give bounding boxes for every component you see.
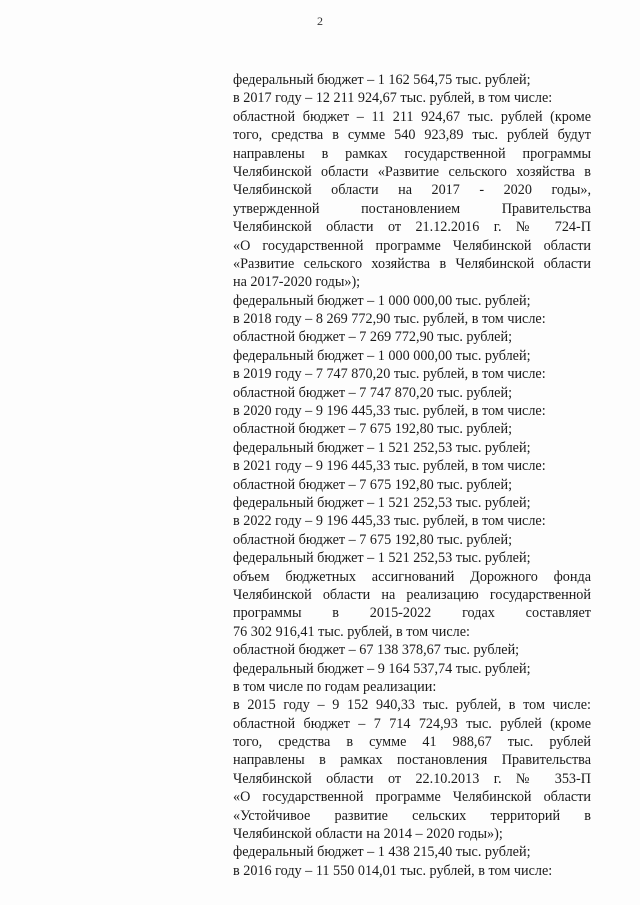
text-line: в 2021 году – 9 196 445,33 тыс. рублей, в том числе: [233,458,546,475]
text-line: в 2018 году – 8 269 772,90 тыс. рублей, в том числе: [233,311,546,328]
text-line: «О государственной программе Челябинской области [233,789,591,806]
text-line: в 2022 году – 9 196 445,33 тыс. рублей, в том числе: [233,513,546,530]
text-line: Челябинской области от 22.10.2013 г. № 353-П [233,770,591,787]
text-line: областной бюджет – 7 675 192,80 тыс. рублей; [233,531,513,548]
text-line: областной бюджет – 7 269 772,90 тыс. рублей; [233,329,513,346]
text-line: Челябинской области от 21.12.2016 г. № 724-П [233,219,591,236]
text-line: Челябинской области на 2017 - 2020 годы», [233,182,591,199]
text-line: в 2016 году – 11 550 014,01 тыс. рублей, в том числе: [233,862,553,879]
text-line: на 2017-2020 годы»); [233,274,361,291]
text-line: федеральный бюджет – 1 521 252,53 тыс. рублей; [233,439,531,456]
text-line: областной бюджет – 7 714 724,93 тыс. рублей (кроме [233,715,591,732]
text-line: областной бюджет – 7 747 870,20 тыс. рублей; [233,384,513,401]
text-line: федеральный бюджет – 9 164 537,74 тыс. рублей; [233,660,531,677]
text-line: «О государственной программе Челябинской области [233,237,591,254]
text-line: федеральный бюджет – 1 162 564,75 тыс. рублей; [233,72,531,88]
text-line: направлены в рамках государственной программы [233,145,591,162]
text-line: 76 302 916,41 тыс. рублей, в том числе: [233,623,470,640]
text-line: в 2019 году – 7 747 870,20 тыс. рублей, в том числе: [233,366,546,383]
document-body [233,71,591,880]
text-line: в 2015 году – 9 152 940,33 тыс. рублей, в том числе: [233,697,591,714]
text-line: федеральный бюджет – 1 000 000,00 тыс. рублей; [233,292,531,309]
text-line: Челябинской области «Развитие сельского хозяйства в [233,163,591,180]
text-line: федеральный бюджет – 1 000 000,00 тыс. рублей; [233,347,531,364]
text-line: в том числе по годам реализации: [233,678,437,695]
text-line: того, средства в сумме 41 988,67 тыс. рублей [233,734,591,751]
text-line: федеральный бюджет – 1 521 252,53 тыс. рублей; [233,494,531,511]
text-line: областной бюджет – 67 138 378,67 тыс. рублей; [233,642,520,659]
text-line: областной бюджет – 7 675 192,80 тыс. рублей; [233,476,513,493]
text-line: федеральный бюджет – 1 521 252,53 тыс. рублей; [233,550,531,567]
text-line: в 2017 году – 12 211 924,67 тыс. рублей, в том числе: [233,90,553,107]
page-number: 2 [317,14,323,28]
text-line: Челябинской области на реализацию государственной [233,586,591,603]
text-line: того, средства в сумме 540 923,89 тыс. рублей будут [233,127,591,144]
text-line: «Устойчивое развитие сельских территорий в [233,807,591,824]
text-line: «Развитие сельского хозяйства в Челябинской области [233,255,591,272]
text-line: областной бюджет – 7 675 192,80 тыс. рублей; [233,421,513,438]
text-line: объем бюджетных ассигнований Дорожного фонда [233,568,591,585]
text-line: программы в 2015-2022 годах составляет [233,605,591,622]
text-line: областной бюджет – 11 211 924,67 тыс. рублей (кроме [233,108,591,125]
text-line: федеральный бюджет – 1 438 215,40 тыс. рублей; [233,844,531,861]
text-line: направлены в рамках постановления Правительства [233,752,591,769]
text-line: Челябинской области на 2014 – 2020 годы»); [233,826,503,843]
text-line: в 2020 году – 9 196 445,33 тыс. рублей, в том числе: [233,403,546,420]
text-line: утвержденной постановлением Правительства [233,200,591,217]
